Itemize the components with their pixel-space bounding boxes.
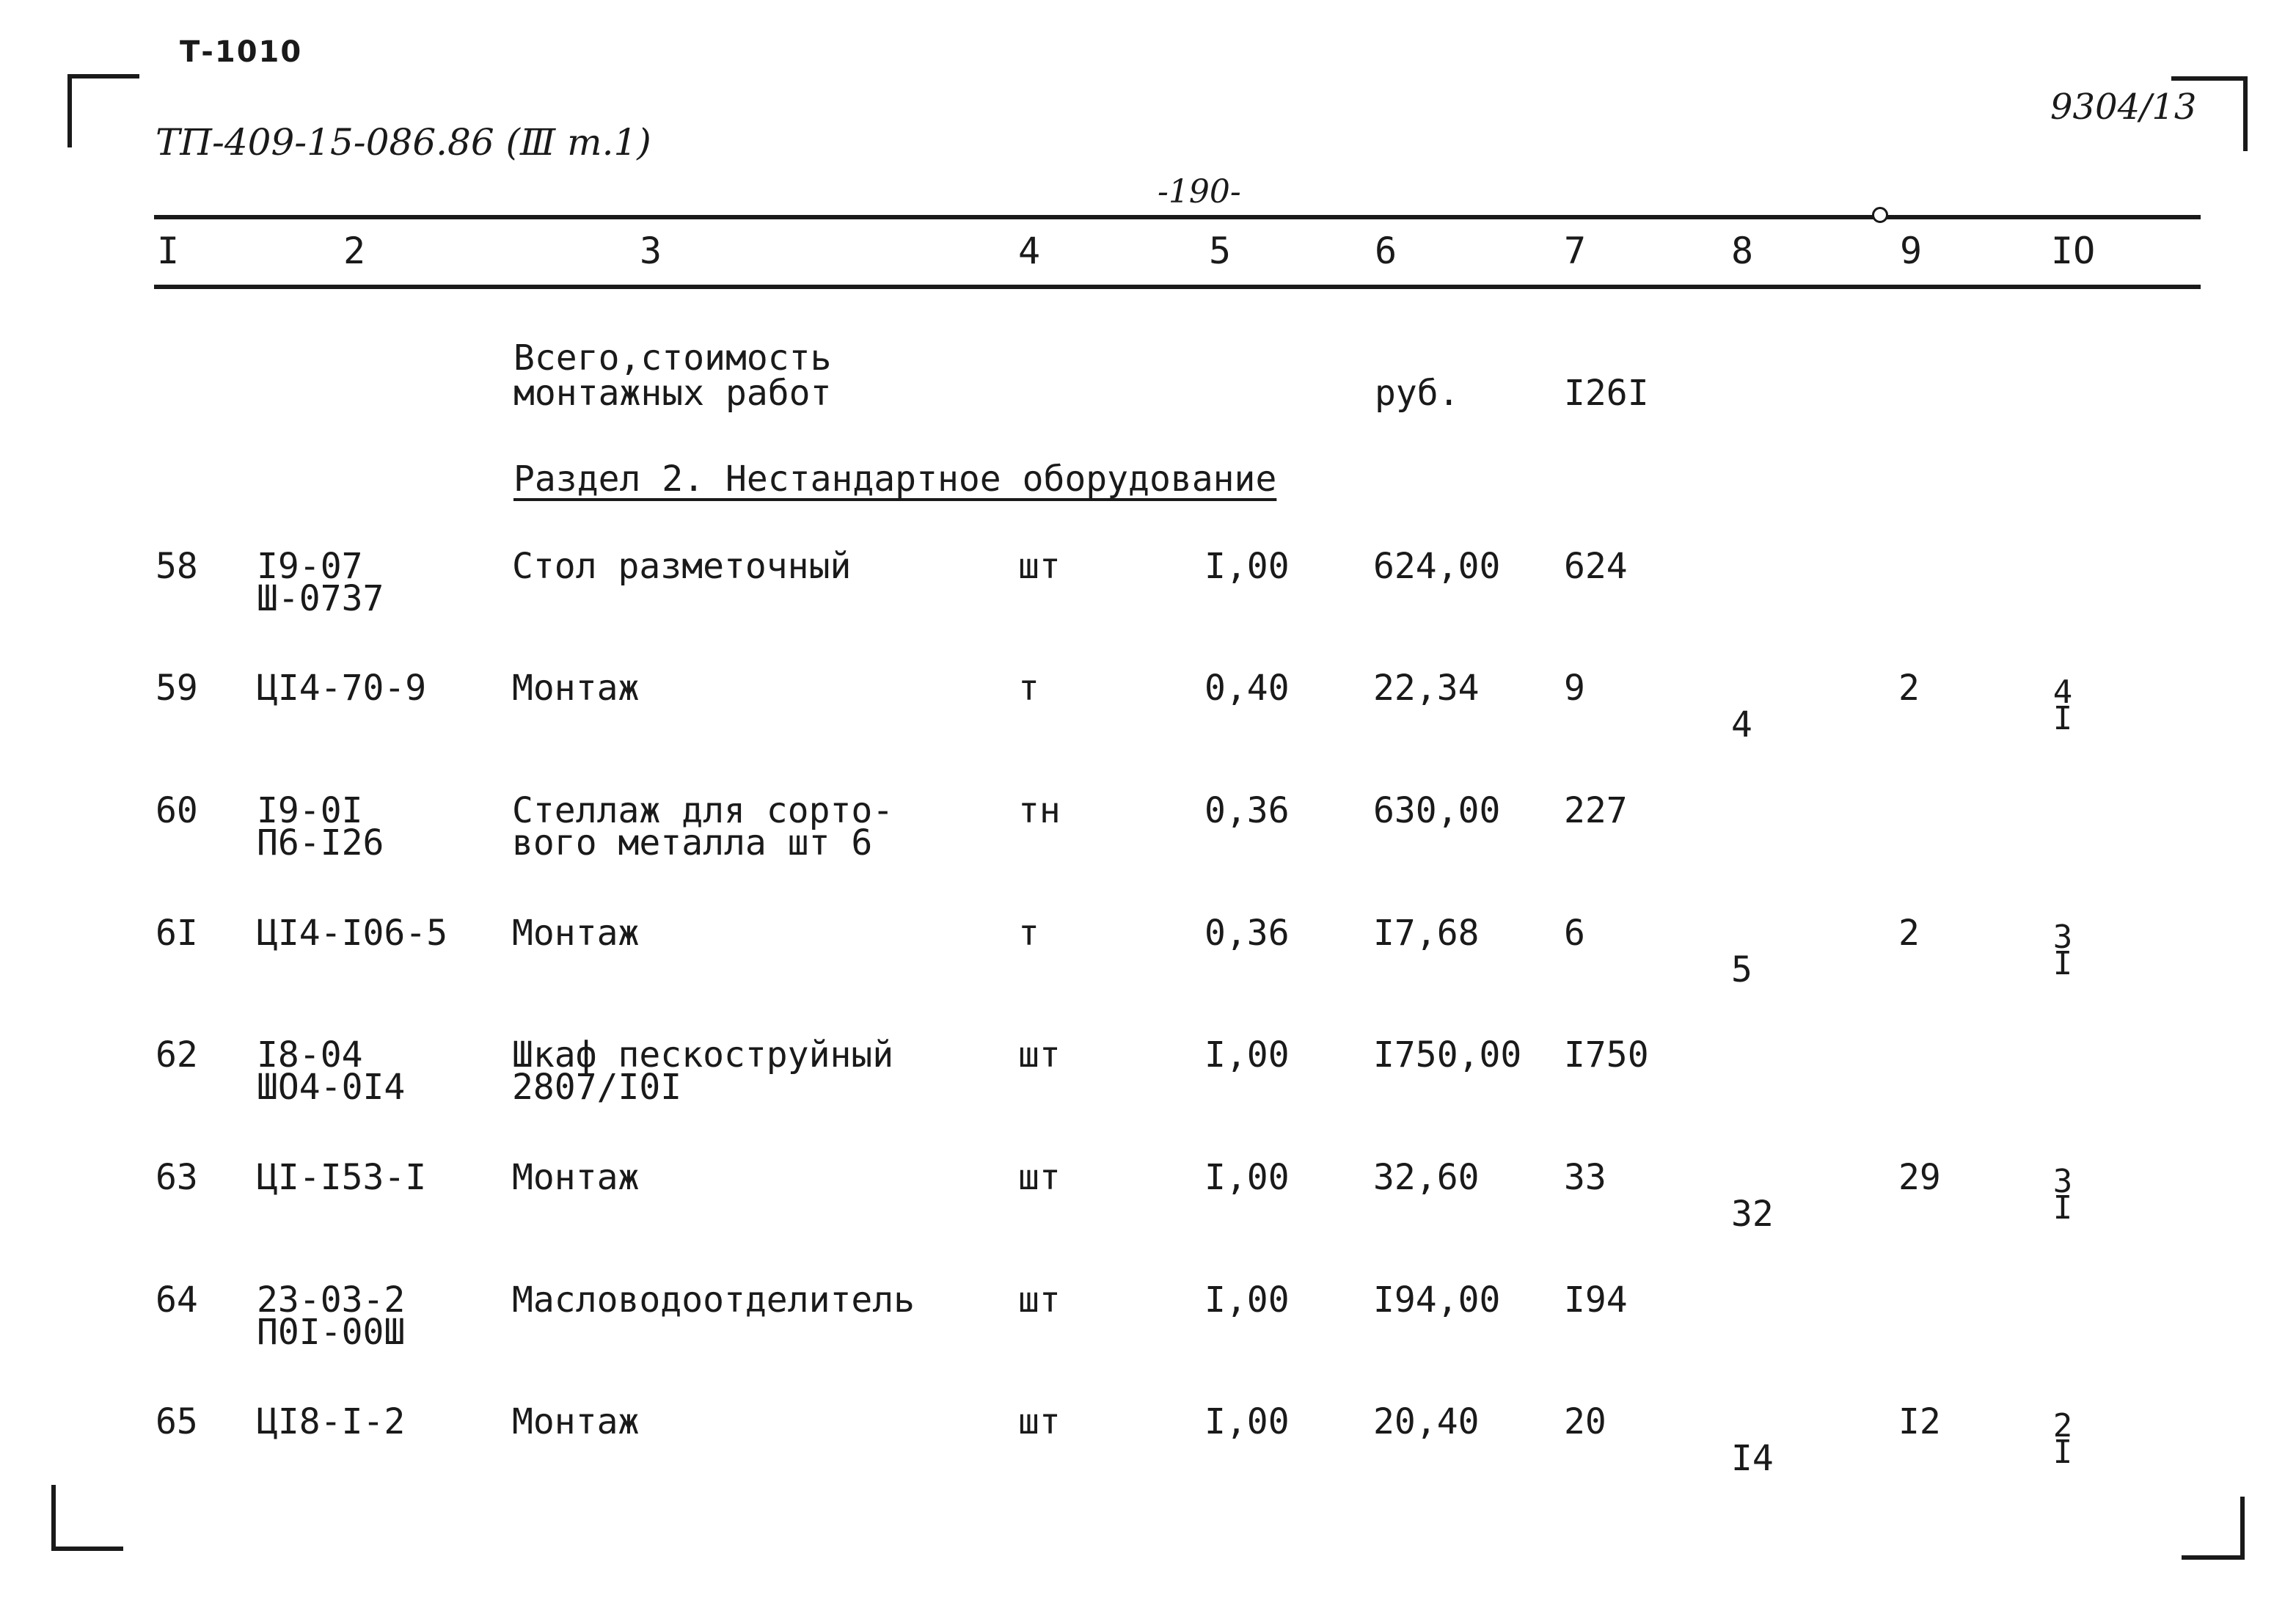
row-total: 9 [1564,668,1585,709]
row-unit: шт [1018,1157,1061,1198]
summary-label-line2: монтажных работ [513,373,832,414]
row-quantity: I,00 [1204,1034,1290,1076]
row-code: ЦI4-I06-5 [257,913,448,954]
row-price: 22,34 [1373,668,1480,709]
corner-top-right-h [2171,76,2248,81]
section-title: Раздел 2. Нестандартное оборудование [513,459,1277,500]
header-rule-top [154,215,2201,219]
row-name: Монтаж [512,668,640,709]
row-name: Монтаж [512,1401,640,1442]
summary-unit: руб. [1375,373,1460,414]
row-col10-bottom: I [2052,1189,2073,1227]
row-unit: тн [1018,790,1061,831]
stamp-label: Т-1010 [180,35,303,69]
corner-bottom-left-h [51,1547,123,1551]
row-col9: 2 [1898,913,1920,954]
row-name: Стол разметочный [512,546,852,587]
row-code: I9-07 [257,546,363,587]
row-col10-top: 2 [2052,1407,2073,1445]
row-price: 20,40 [1373,1401,1480,1442]
row-number: 60 [156,790,198,831]
row-quantity: I,00 [1204,1157,1290,1198]
summary-label-line1: Всего,стоимость [513,337,832,379]
column-header-5: 5 [1209,230,1232,272]
row-col10-top: 3 [2052,919,2073,956]
row-price: 624,00 [1373,546,1501,587]
row-unit: т [1018,913,1039,954]
row-unit: шт [1018,546,1061,587]
row-name: Масловодоотделитель [512,1279,915,1321]
row-name: Стеллаж для сорто- [512,790,894,831]
row-quantity: 0,40 [1204,668,1290,709]
row-price: I750,00 [1373,1034,1522,1076]
column-header-9: 9 [1900,230,1923,272]
row-code: I8-04 [257,1034,363,1076]
column-header-1: I [157,230,180,272]
row-unit: шт [1018,1401,1061,1442]
row-unit: шт [1018,1279,1061,1321]
row-name: Монтаж [512,913,640,954]
corner-top-right-v [2243,76,2248,151]
corner-bottom-left-v [51,1485,56,1551]
row-col8: 4 [1731,704,1752,745]
row-code: I9-0I [257,790,363,831]
column-header-6: 6 [1375,230,1397,272]
row-total: I750 [1564,1034,1649,1076]
row-number: 58 [156,546,198,587]
row-col9: 29 [1898,1157,1941,1198]
summary-value: I26I [1564,373,1649,414]
punch-mark [1872,207,1888,223]
row-total: 33 [1564,1157,1606,1198]
row-unit: т [1018,668,1039,709]
row-name: Монтаж [512,1157,640,1198]
corner-top-left-h [67,74,139,78]
row-col10-bottom: I [2052,945,2073,982]
row-col10-bottom: I [2052,1434,2073,1471]
row-col8: 5 [1731,949,1752,990]
row-unit: шт [1018,1034,1061,1076]
column-header-10: IO [2051,230,2096,272]
column-header-7: 7 [1564,230,1587,272]
row-name-line2: вого металла шт 6 [512,822,873,863]
row-total: 624 [1564,546,1628,587]
row-code: ЦI4-70-9 [257,668,427,709]
row-price: I7,68 [1373,913,1480,954]
row-col10-top: 3 [2052,1163,2073,1200]
row-col10-top: 4 [2052,673,2073,711]
row-col9: I2 [1898,1401,1941,1442]
corner-bottom-right-h [2182,1555,2245,1560]
row-col9: 2 [1898,668,1920,709]
row-quantity: I,00 [1204,546,1290,587]
row-total: I94 [1564,1279,1628,1321]
row-price: 32,60 [1373,1157,1480,1198]
row-code: 23-03-2 [257,1279,406,1321]
row-quantity: 0,36 [1204,913,1290,954]
row-col8: 32 [1731,1194,1774,1235]
row-code-line2: П0I-00Ш [257,1312,406,1353]
row-code: ЦI8-I-2 [257,1401,406,1442]
row-name-line2: 2807/I0I [512,1067,682,1108]
row-quantity: I,00 [1204,1279,1290,1321]
header-rule-bottom [154,285,2201,289]
corner-bottom-right-v [2240,1497,2245,1560]
page-number: -190- [1158,173,1241,211]
row-code: ЦI-I53-I [257,1157,427,1198]
row-quantity: 0,36 [1204,790,1290,831]
column-header-8: 8 [1731,230,1754,272]
corner-top-left-v [67,74,72,147]
row-number: 64 [156,1279,198,1321]
row-col8: I4 [1731,1438,1774,1479]
row-price: I94,00 [1373,1279,1501,1321]
sheet-number: 9304/13 [2050,87,2197,128]
row-total: 227 [1564,790,1628,831]
row-code-line2: П6-I26 [257,822,384,863]
row-total: 6 [1564,913,1585,954]
column-header-3: 3 [640,230,662,272]
row-quantity: I,00 [1204,1401,1290,1442]
row-number: 62 [156,1034,198,1076]
column-header-2: 2 [343,230,366,272]
row-name: Шкаф пескоструйный [512,1034,894,1076]
row-code-line2: ШО4-0I4 [257,1067,406,1108]
row-total: 20 [1564,1401,1606,1442]
column-header-4: 4 [1018,230,1041,272]
row-number: 59 [156,668,198,709]
row-col10-bottom: I [2052,700,2073,737]
row-code-line2: Ш-0737 [257,578,384,619]
row-price: 630,00 [1373,790,1501,831]
row-number: 6I [156,913,198,954]
document-code: ТП-409-15-086.86 (Ⅲ т.1) [156,121,651,164]
row-number: 65 [156,1401,198,1442]
row-number: 63 [156,1157,198,1198]
